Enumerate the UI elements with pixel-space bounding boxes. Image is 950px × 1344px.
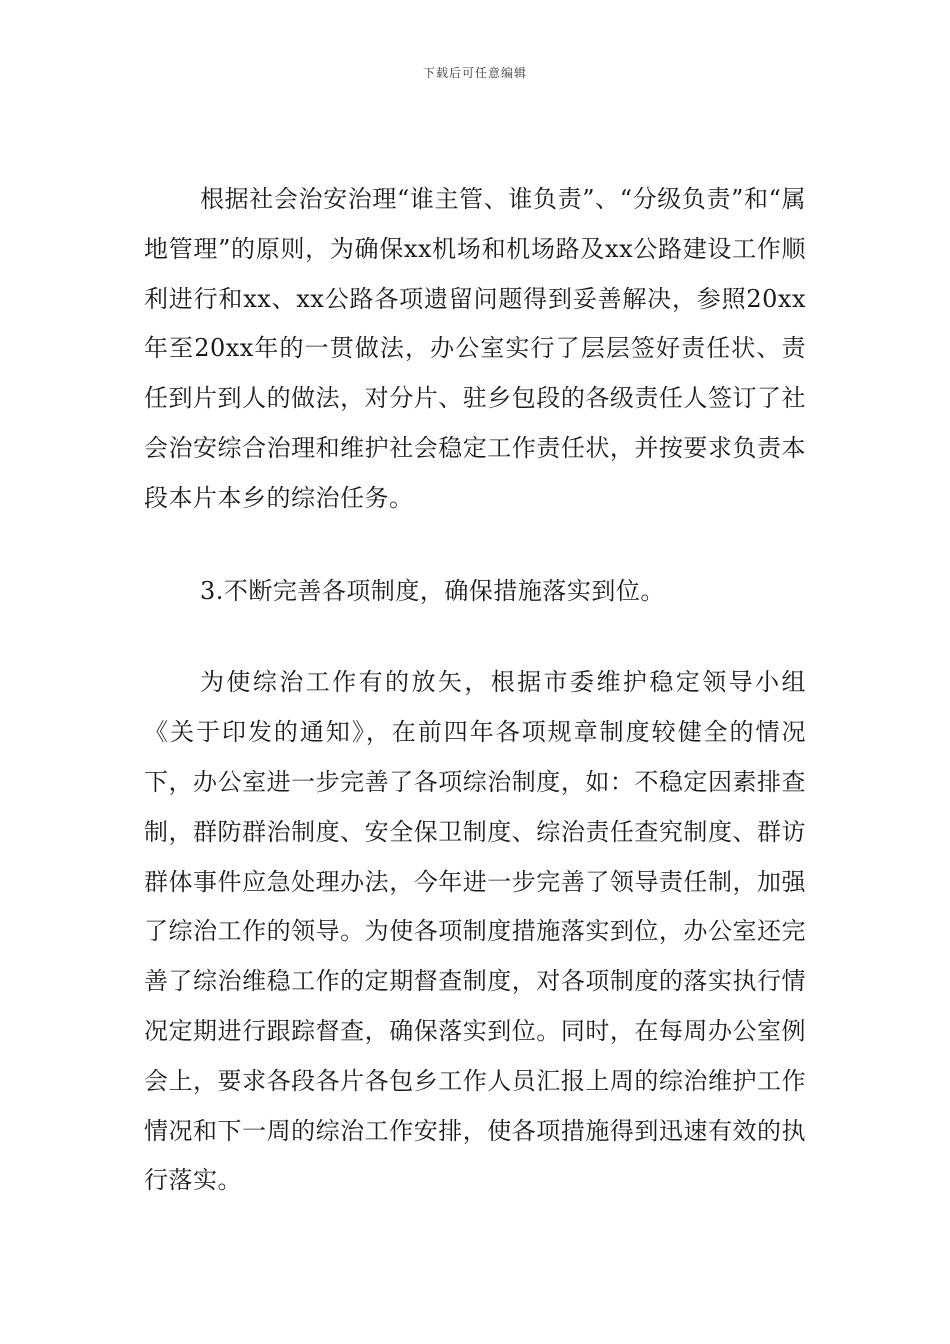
- page-header-note: 下载后可任意编辑: [422, 66, 527, 80]
- section-heading-3: 3.不断完善各项制度，确保措施落实到位。: [200, 576, 665, 605]
- paragraph-responsibility: 根据社会治安治理“谁主管、谁负责”、“分级负责”和“属地管理”的原则，为确保xx机场和机场路及xx公路建设工作顺利进行和xx、xx公路各项遗留问题得到妥善解决，参照20xx年至20xx年的一贯做法，办公室实行了层层签好责任状、责任到片到人的做法，对分片、驻乡包段的各级责任人签订了社会治安综合治理和维护社会稳定工作责任状，并按要求负责本段本片本乡的综治任务。: [144, 185, 806, 512]
- document-body: [144, 175, 806, 1206]
- paragraph-systems: 为使综治工作有的放矢，根据市委维护稳定领导小组《关于印发的通知》，在前四年各项规章制度较健全的情况下，办公室进一步完善了各项综治制度，如：不稳定因素排查制，群防群治制度、安全保卫制度、综治责任查究制度、群访群体事件应急处理办法，今年进一步完善了领导责任制，加强了综治工作的领导。为使各项制度措施落实到位，办公室还完善了综治维稳工作的定期督查制度，对各项制度的落实执行情况定期进行跟踪督查，确保落实到位。同时，在每周办公室例会上，要求各段各片各包乡工作人员汇报上周的综治维护工作情况和下一周的综治工作安排，使各项措施得到迅速有效的执行落实。: [144, 668, 806, 1195]
